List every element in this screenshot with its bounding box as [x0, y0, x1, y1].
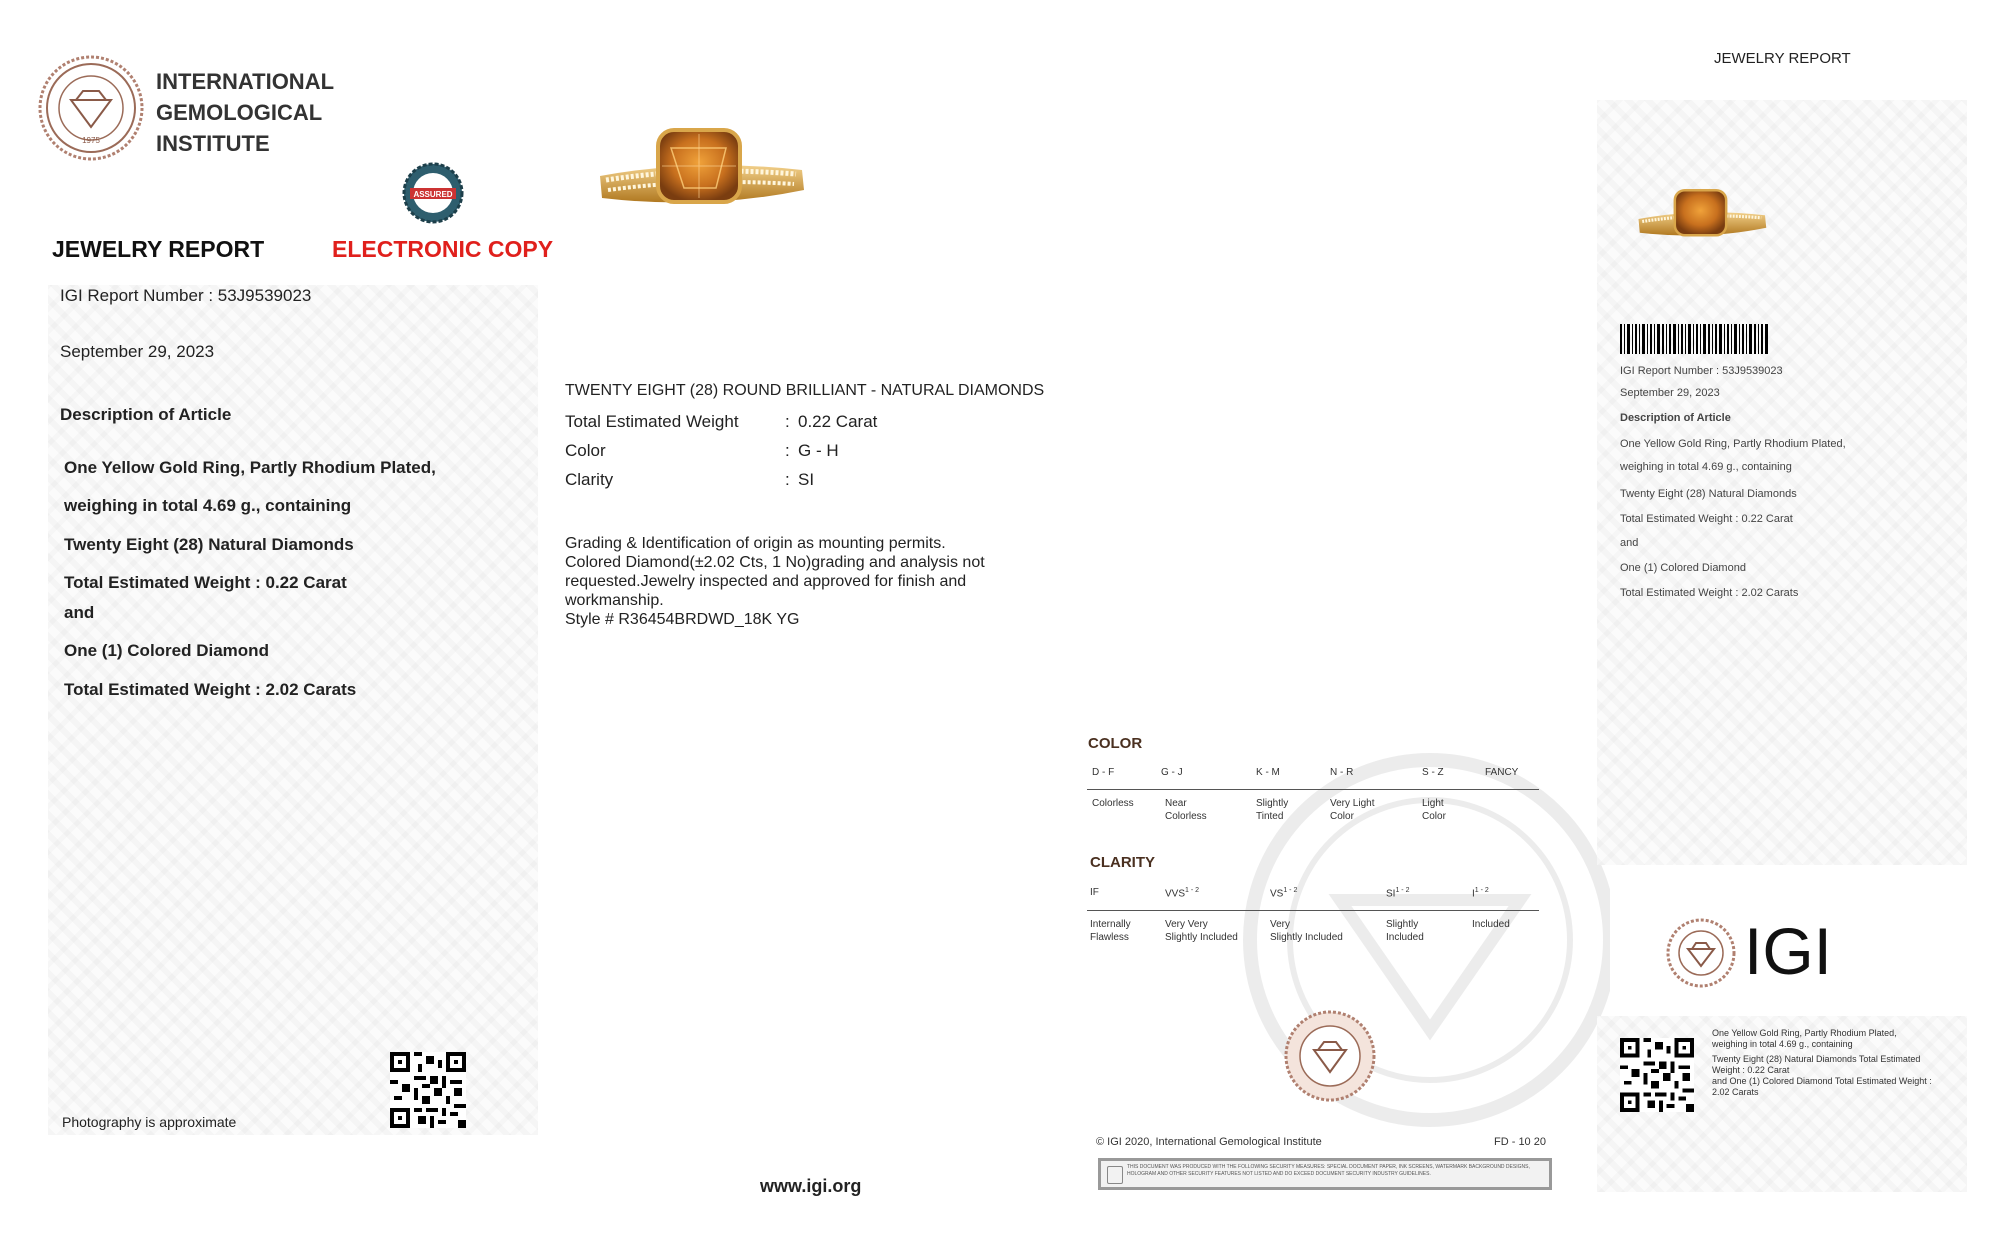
comment-line: Grading & Identification of origin as mounting permits. [565, 535, 946, 552]
clarity-grade-label: VS [1270, 888, 1284, 900]
clarity-grade [1386, 884, 1409, 900]
institute-line: INSTITUTE [156, 131, 270, 156]
clarity-grade [1472, 884, 1489, 900]
clarity-grade-label: VVS [1165, 888, 1186, 900]
comment-line: Colored Diamond(±2.02 Cts, 1 No)grading and analysis not [565, 554, 985, 571]
right-report-number: IGI Report Number : 53J9539023 [1620, 365, 1783, 377]
right-report-date: September 29, 2023 [1620, 387, 1720, 399]
color-scale-heading: COLOR [1088, 735, 1143, 752]
color-grade: S - Z [1422, 767, 1444, 778]
institute-name [156, 66, 334, 159]
comments-block [565, 534, 985, 629]
color-scale-rule [1087, 789, 1539, 790]
qr-code-small[interactable] [1620, 1038, 1694, 1112]
stone-heading: TWENTY EIGHT (28) ROUND BRILLIANT - NATURAL DIAMONDS [565, 382, 1045, 399]
ring-photo-small [1636, 172, 1770, 256]
clarity-scale-rule [1087, 910, 1539, 911]
right-description-line: Twenty Eight (28) Natural Diamonds [1620, 488, 1797, 500]
description-heading: Description of Article [60, 405, 232, 424]
clarity-grade [1165, 884, 1199, 900]
stub-line: 2.02 Carats [1712, 1087, 1759, 1097]
security-note: THIS DOCUMENT WAS PRODUCED WITH THE FOLLOWING SECURITY MEASURES: SPECIAL DOCUMENT PAPER, INK SCREENS, WATERMARK BACKGROUND DESIGNS, HOLOGRAM AND OTHER SECURITY FEATURES NOT LISTED AND DO EXCEED DOCUMENT SECURITY INDUSTRY GUIDELINES. [1127, 1164, 1530, 1177]
comment-line: workmanship. [565, 592, 664, 609]
clarity-scale-heading: CLARITY [1090, 854, 1155, 871]
qr-code[interactable] [390, 1052, 466, 1128]
clarity-desc: Internally Flawless [1090, 919, 1131, 943]
svg-text:1975: 1975 [82, 136, 100, 145]
color-desc: Near Colorless [1165, 798, 1207, 822]
website-link[interactable]: www.igi.org [760, 1176, 862, 1196]
description-line: One Yellow Gold Ring, Partly Rhodium Plated, [64, 458, 436, 477]
electronic-copy-label: ELECTRONIC COPY [332, 236, 554, 262]
stub-line: One Yellow Gold Ring, Partly Rhodium Plated, [1712, 1028, 1897, 1038]
clarity-grade-label: I [1472, 888, 1475, 900]
right-description-line: Total Estimated Weight : 0.22 Carat [1620, 513, 1793, 525]
spec-separator: : [785, 441, 790, 460]
stub-description [1712, 1028, 1962, 1098]
spec-value: SI [798, 470, 815, 489]
description-line: weighing in total 4.69 g., containing [64, 496, 352, 515]
spec-label: Clarity [565, 470, 614, 489]
clarity-grade-sup: 1 - 2 [1474, 887, 1489, 894]
spec-separator: : [785, 412, 790, 431]
right-description-line: Total Estimated Weight : 2.02 Carats [1620, 587, 1799, 599]
igi-logo-text: IGI [1744, 914, 1833, 988]
description-line: Total Estimated Weight : 2.02 Carats [64, 680, 357, 699]
stub-line: and One (1) Colored Diamond Total Estimated Weight : [1712, 1076, 1932, 1086]
description-line: and [64, 603, 95, 622]
color-desc: Colorless [1092, 798, 1134, 809]
assured-quality-badge [402, 162, 464, 224]
svg-text:ASSURED: ASSURED [413, 190, 453, 199]
clarity-desc: Included [1472, 919, 1510, 930]
clarity-desc: Very Slightly Included [1270, 919, 1343, 943]
form-code: FD - 10 20 [1494, 1136, 1546, 1148]
clarity-grade-sup: 1 - 2 [1185, 887, 1200, 894]
spec-label: Color [565, 441, 606, 460]
right-report-title: JEWELRY REPORT [1714, 50, 1851, 67]
security-note-box [1098, 1158, 1552, 1190]
barcode[interactable] [1620, 324, 1770, 354]
description-line: One (1) Colored Diamond [64, 641, 269, 660]
clarity-desc: Slightly Included [1386, 919, 1424, 943]
lock-icon [1107, 1166, 1123, 1184]
color-grade: G - J [1161, 767, 1183, 778]
color-grade: D - F [1092, 767, 1115, 778]
right-description-line: One Yellow Gold Ring, Partly Rhodium Plated, [1620, 438, 1846, 450]
institute-line: INTERNATIONAL [156, 69, 335, 94]
comment-line: Style # R36454BRDWD_18K YG [565, 611, 800, 628]
spec-value: 0.22 Carat [798, 412, 878, 431]
igi-logo-seal [1666, 918, 1736, 988]
clarity-grade [1270, 884, 1297, 900]
description-line: Total Estimated Weight : 0.22 Carat [64, 573, 347, 592]
color-desc: Very Light Color [1330, 798, 1375, 822]
igi-seal-logo [38, 55, 144, 161]
stub-line: Weight : 0.22 Carat [1712, 1065, 1790, 1075]
right-description-line: and [1620, 537, 1639, 549]
photography-note: Photography is approximate [62, 1114, 237, 1130]
institute-line: GEMOLOGICAL [156, 100, 323, 125]
report-number: IGI Report Number : 53J9539023 [60, 286, 312, 305]
clarity-grade [1090, 886, 1099, 899]
report-title: JEWELRY REPORT [52, 236, 265, 262]
color-grade: N - R [1330, 767, 1354, 778]
right-description-line: One (1) Colored Diamond [1620, 562, 1746, 574]
ring-photo [596, 118, 810, 218]
color-desc: Light Color [1422, 798, 1446, 822]
description-line: Twenty Eight (28) Natural Diamonds [64, 535, 354, 554]
clarity-grade-sup: 1 - 2 [1283, 887, 1298, 894]
comment-line: requested.Jewelry inspected and approved for finish and [565, 573, 967, 590]
spec-value: G - H [798, 441, 839, 460]
color-grade: K - M [1256, 767, 1280, 778]
right-description-heading: Description of Article [1620, 412, 1731, 424]
spec-label: Total Estimated Weight [565, 412, 739, 431]
color-grade: FANCY [1485, 767, 1519, 778]
hologram-seal [1284, 1010, 1376, 1102]
stub-line: weighing in total 4.69 g., containing [1712, 1039, 1853, 1049]
clarity-grade-label: SI [1386, 888, 1396, 900]
clarity-grade-label: IF [1090, 887, 1099, 898]
right-description-line: weighing in total 4.69 g., containing [1620, 461, 1792, 473]
clarity-grade-sup: 1 - 2 [1395, 887, 1410, 894]
stub-line: Twenty Eight (28) Natural Diamonds Total Estimated [1712, 1054, 1921, 1064]
report-date: September 29, 2023 [60, 342, 215, 361]
copyright: © IGI 2020, International Gemological Institute [1096, 1136, 1322, 1148]
color-desc: Slightly Tinted [1256, 798, 1289, 822]
clarity-desc: Very Very Slightly Included [1165, 919, 1238, 943]
spec-separator: : [785, 470, 790, 489]
